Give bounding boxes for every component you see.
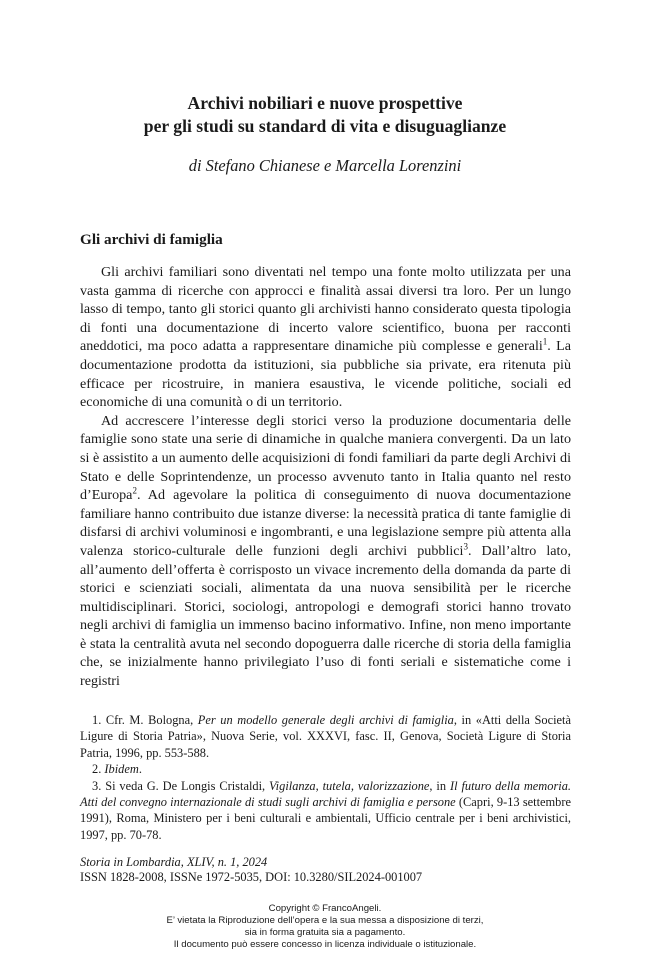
copyright-line-1: Copyright © FrancoAngeli. xyxy=(268,903,382,914)
paragraph-text: . La documentazione prodotta da istituzioni, sia pubbliche sia private, era ritenuta più efficace per ricostruire, in maniera esaustiva, le vicende politiche, sociali ed economiche di una comunità o di un territorio. xyxy=(80,338,571,411)
body-paragraph-2 xyxy=(80,412,571,691)
footnote-text: , in «Atti della Società Ligure di Storia Patria», Nuova Serie, vol. XXXVI, fasc. II, Genova, Società Ligure di Storia Patria, 1996, pp. 553-588. xyxy=(80,713,571,760)
footnote-text: 3. Si veda G. De Longis Cristaldi, xyxy=(92,778,270,793)
footnote-text: (Capri, 9-13 settembre 1991), Roma, Ministero per i beni culturali e ambientali, Ufficio centrale per i beni archivistici, 1997, pp. 70-78. xyxy=(80,795,571,842)
copyright-line-3: sia in forma gratuita sia a pagamento. xyxy=(244,927,406,938)
footnote-ref-3: 3 xyxy=(463,541,468,552)
journal-citation: Storia in Lombardia, XLIV, n. 1, 2024 xyxy=(80,855,268,869)
body-paragraph-1 xyxy=(80,263,571,412)
journal-footer xyxy=(80,855,422,885)
section-heading: Gli archivi di famiglia xyxy=(80,231,223,248)
issn-doi: ISSN 1828-2008, ISSNe 1972-5035, DOI: 10.3280/SIL2024-001007 xyxy=(80,870,423,884)
article-title xyxy=(78,92,572,138)
copyright-line-4: Il documento può essere concesso in licenza individuale o istituzionale. xyxy=(173,939,477,950)
footnote-3 xyxy=(80,778,571,844)
footnotes xyxy=(80,712,571,843)
paragraph-text: . Ad agevolare la politica di conseguimento di nuova documentazione familiare hanno contribuito due istanze diverse: la necessità pratica di tante famiglie di disfarsi di archivi voluminosi e ingombranti, e una legislazione sempre più attenta alla valenza storico-culturale delle funzioni degli archivi pubblici xyxy=(80,487,571,559)
paragraph-text: . Dall’altro lato, all’aumento dell’offerta è corrisposto un vivace incremento della domanda da parte di storici e scienziati sociali, alimentata da una nuova sensibilità per le ricerche multidisciplinari. Storici, sociologi, antropologi e demografi storici hanno trovato negli archivi di famiglia un immenso bacino informativo. Infine, non meno importante è stata la centralità avuta nel secondo dopoguerra dalle ricerche di storia della famiglia che, se inizialmente hanno privilegiato l’uso di fonti seriali e sistematiche come i registri xyxy=(80,542,571,690)
footnote-ref-2: 2 xyxy=(132,485,137,496)
footnote-italic: Vigilanza, tutela, valorizzazione xyxy=(269,778,430,793)
footnote-italic: Il futuro della memoria. Atti del convegno internazionale di studi sugli archivi di famiglia e persone xyxy=(80,778,572,810)
copyright-notice xyxy=(0,903,650,951)
copyright-line-2: E’ vietata la Riproduzione dell’opera e la sua messa a disposizione di terzi, xyxy=(166,915,484,926)
footnote-ref-1: 1 xyxy=(542,336,548,347)
footnote-2 xyxy=(80,761,571,777)
article-title-line-1: Archivi nobiliari e nuove prospettive xyxy=(187,93,463,113)
footnote-text: 2. xyxy=(92,762,105,777)
footnote-text: 1. Cfr. M. Bologna, xyxy=(92,713,198,727)
footnote-1 xyxy=(80,712,571,761)
article-authors: di Stefano Chianese e Marcella Lorenzini xyxy=(188,156,462,175)
footnote-italic: Ibidem xyxy=(104,762,139,777)
footnote-text: . xyxy=(138,762,142,777)
paragraph-text: Gli archivi familiari sono diventati nel tempo una fonte molto utilizzata per una vasta gamma di ricerche con approcci e finalità assai diversi tra loro. Per un lungo lasso di tempo, tanto gli storici quanto gli archivisti hanno considerato questa tipologia di fonti una documentazione di incerto valore scientifico, buona per racconti aneddotici, ma poco adatta a rappresentare dinamiche più complesse e generali xyxy=(80,264,571,355)
footnote-text: , in xyxy=(429,778,450,793)
article-title-line-2: per gli studi su standard di vita e disuguaglianze xyxy=(143,116,507,136)
footnote-italic: Per un modello generale degli archivi di famiglia xyxy=(197,713,454,727)
body-text xyxy=(80,263,571,691)
paragraph-text: Ad accrescere l’interesse degli storici verso la produzione documentaria delle famiglie sono state una serie di dinamiche in qualche maniera convergenti. Da un lato si è assistito a un aumento delle acquisizioni di fondi familiari da parte degli Archivi di Stato e delle Soprintendenze, un processo avvenuto tanto in Italia quanto nel resto d’Europa xyxy=(80,412,571,504)
